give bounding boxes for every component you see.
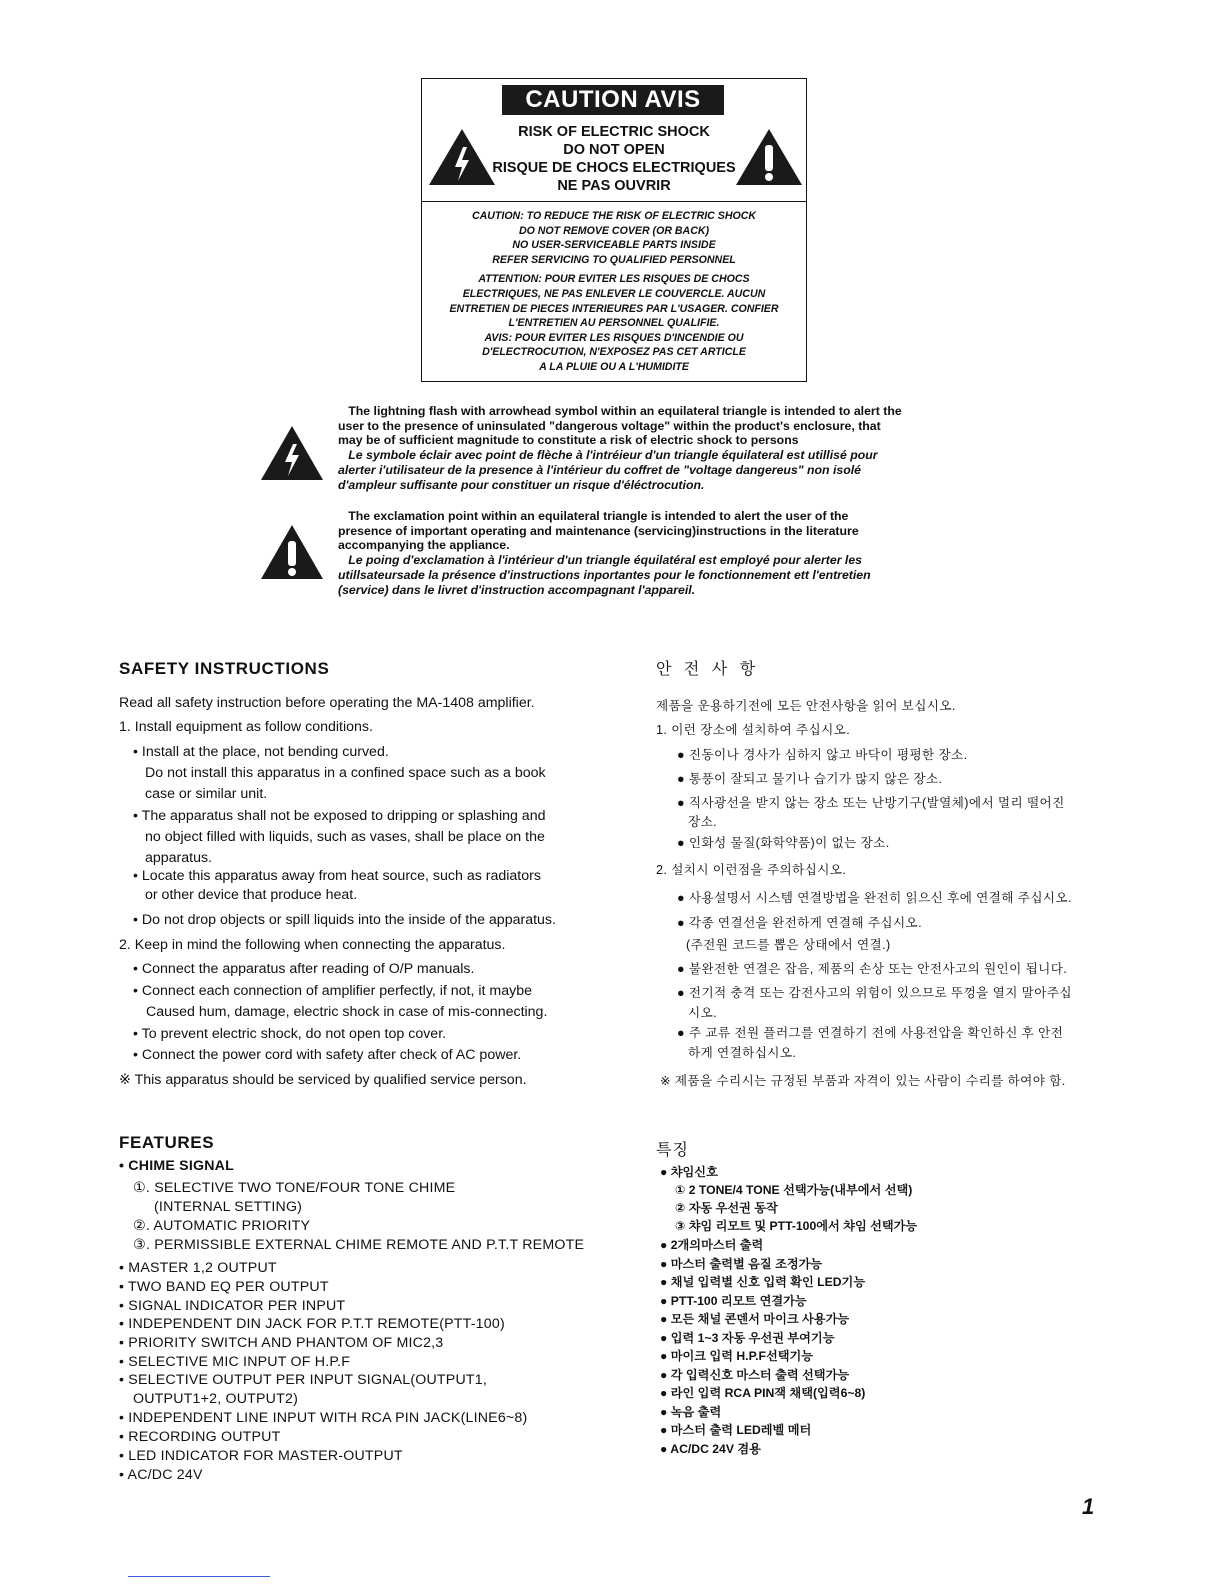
safety-line-ko: ● 진동이나 경사가 심하지 않고 바닥이 평평한 장소.	[677, 748, 968, 762]
warning-line: RISK OF ELECTRIC SHOCK	[518, 124, 710, 140]
safety-line-ko: ※ 제품을 수리시는 규정된 부품과 자격이 있는 사람이 수리를 하여야 함.	[660, 1074, 1066, 1088]
warning-line: NE PAS OUVRIR	[557, 178, 671, 194]
feature-line-ko: ① 2 TONE/4 TONE 선택가능(내부에서 선택)	[675, 1183, 913, 1197]
feature-line-ko: ● 2개의마스터 출력	[660, 1238, 764, 1252]
feature-line-ko: ● 챠임신호	[660, 1165, 718, 1179]
safety-line-ko: 하게 연결하십시오.	[688, 1046, 797, 1060]
feature-line: • SELECTIVE OUTPUT PER INPUT SIGNAL(OUTPUT1,	[119, 1372, 487, 1388]
safety-line: • Connect the apparatus after reading of O/P manuals.	[133, 961, 475, 977]
note-line: ELECTRIQUES, NE PAS ENLEVER LE COUVERCLE. AUCUN	[462, 287, 766, 300]
caution-banner: CAUTION AVIS	[502, 85, 724, 115]
safety-title-ko: 안 전 사 항	[656, 661, 760, 678]
safety-line: or other device that produce heat.	[145, 887, 358, 903]
exclamation-triangle-icon	[259, 523, 325, 581]
warning-line: DO NOT OPEN	[563, 142, 665, 158]
feature-line: • SELECTIVE MIC INPUT OF H.P.F	[119, 1354, 351, 1370]
feature-line-ko: ● 마스터 출력 LED레벨 메터	[660, 1423, 812, 1437]
exclamation-symbol-description	[338, 509, 978, 597]
feature-line-ko: ② 자동 우선권 동작	[675, 1201, 778, 1215]
safety-line-ko: ● 직사광선을 받지 않는 장소 또는 난방기구(발열체)에서 멀리 떨어진	[677, 796, 1065, 810]
feature-line-ko: ● 녹음 출력	[660, 1405, 722, 1419]
note-line: NO USER-SERVICEABLE PARTS INSIDE	[512, 239, 716, 252]
feature-line-ko: ● 라인 입력 RCA PIN잭 채택(입력6~8)	[660, 1386, 866, 1400]
paragraph-line: presence of important operating and maintenance (servicing)instructions in the literature	[338, 523, 859, 538]
page-number: 1	[1082, 1494, 1095, 1519]
safety-line: • Locate this apparatus away from heat source, such as radiators	[133, 868, 541, 884]
feature-line-ko: ● 채널 입력별 신호 입력 확인 LED기능	[660, 1275, 866, 1289]
paragraph-line: user to the presence of uninsulated "dangerous voltage" within the product's enclosure, that	[338, 418, 881, 433]
safety-line: • Connect each connection of amplifier perfectly, if not, it maybe	[133, 983, 533, 999]
caution-notes	[422, 209, 806, 375]
safety-line: Do not install this apparatus in a confined space such as a book	[145, 765, 546, 781]
safety-line-ko: 시오.	[688, 1006, 718, 1020]
safety-line: • The apparatus shall not be exposed to dripping or splashing and	[133, 808, 546, 824]
safety-title: SAFETY INSTRUCTIONS	[119, 659, 330, 678]
note-line: ATTENTION: POUR EVITER LES RISQUES DE CHOCS	[478, 273, 750, 286]
safety-line: • Connect the power cord with safety after check of AC power.	[133, 1047, 522, 1063]
features-chime-title: • CHIME SIGNAL	[119, 1158, 234, 1174]
paragraph-line: accompanying the appliance.	[338, 538, 510, 553]
paragraph-line: Le poing d'exclamation à l'intérieur d'un triangle équilatéral est employé pour alerter les	[338, 553, 863, 568]
feature-line: • PRIORITY SWITCH AND PHANTOM OF MIC2,3	[119, 1335, 444, 1351]
safety-line: 1. Install equipment as follow conditions.	[119, 719, 373, 735]
warning-line: RISQUE DE CHOCS ELECTRIQUES	[492, 160, 736, 176]
safety-line-ko: 장소.	[688, 815, 718, 829]
feature-line: OUTPUT1+2, OUTPUT2)	[133, 1391, 299, 1407]
feature-line-ko: ● 입력 1~3 자동 우선권 부여기능	[660, 1331, 835, 1345]
safety-line-ko: ● 통풍이 잘되고 물기나 습기가 많지 않은 장소.	[677, 772, 943, 786]
feature-line: ①. SELECTIVE TWO TONE/FOUR TONE CHIME	[133, 1180, 456, 1196]
feature-line: ②. AUTOMATIC PRIORITY	[133, 1218, 311, 1234]
feature-line: • AC/DC 24V	[119, 1467, 203, 1483]
feature-line: • RECORDING OUTPUT	[119, 1429, 281, 1445]
note-line: AVIS: POUR EVITER LES RISQUES D'INCENDIE OU	[484, 331, 744, 344]
note-line: DO NOT REMOVE COVER (OR BACK)	[518, 224, 710, 237]
safety-line-ko: 1. 이런 장소에 설치하여 주십시오.	[656, 723, 851, 737]
safety-line-ko: (주전원 코드를 뽑은 상태에서 연결.)	[686, 938, 891, 952]
lightning-symbol-description	[338, 404, 978, 492]
note-line: A LA PLUIE OU A L'HUMIDITE	[539, 360, 689, 373]
caution-box	[421, 78, 807, 382]
divider	[422, 201, 806, 202]
safety-line: Caused hum, damage, electric shock in case of mis-connecting.	[146, 1004, 548, 1020]
feature-line-ko: ● AC/DC 24V 겸용	[660, 1442, 761, 1456]
feature-line-ko: ● PTT-100 리모트 연결가능	[660, 1294, 807, 1308]
feature-line: ③. PERMISSIBLE EXTERNAL CHIME REMOTE AND P.T.T REMOTE	[133, 1237, 585, 1253]
paragraph-line: The exclamation point within an equilateral triangle is intended to alert the user of the	[338, 509, 849, 523]
safety-line-ko: ● 불완전한 연결은 잡음, 제품의 손상 또는 안전사고의 원인이 됩니다.	[677, 962, 1068, 976]
feature-line: • LED INDICATOR FOR MASTER-OUTPUT	[119, 1448, 403, 1464]
safety-line: • To prevent electric shock, do not open top cover.	[133, 1026, 447, 1042]
feature-line: • TWO BAND EQ PER OUTPUT	[119, 1279, 329, 1295]
safety-line-ko: ● 인화성 물질(화학약품)이 없는 장소.	[677, 836, 890, 850]
paragraph-line: may be of sufficient magnitude to constitute a risk of electric shock to persons	[338, 433, 799, 448]
feature-line: • SIGNAL INDICATOR PER INPUT	[119, 1298, 346, 1314]
paragraph-line: (service) dans le livret d'instruction accompagnant l'appareil.	[338, 582, 696, 597]
note-line: L'ENTRETIEN AU PERSONNEL QUALIFIE.	[508, 317, 720, 330]
safety-line: case or similar unit.	[145, 786, 268, 802]
safety-line: 2. Keep in mind the following when connecting the apparatus.	[119, 937, 506, 953]
safety-line: no object filled with liquids, such as vases, shall be place on the	[145, 829, 545, 845]
feature-line: • INDEPENDENT DIN JACK FOR P.T.T REMOTE(PTT-100)	[119, 1316, 505, 1332]
safety-line-ko: 제품을 운용하기전에 모든 안전사항을 읽어 보십시오.	[656, 699, 956, 713]
feature-line: • MASTER 1,2 OUTPUT	[119, 1260, 277, 1276]
safety-line-ko: ● 각종 연결선을 완전하게 연결해 주십시오.	[677, 916, 923, 930]
safety-line-ko: ● 주 교류 전원 플러그를 연결하기 전에 사용전압을 확인하신 후 안전	[677, 1026, 1064, 1040]
features-title-ko: 특징	[656, 1142, 689, 1159]
paragraph-line: utillsateursade la présence d'instructions inportantes pour le fonctionnement ett l'entretien	[338, 567, 871, 582]
safety-line: ※ This apparatus should be serviced by qualified service person.	[119, 1072, 527, 1088]
safety-line: apparatus.	[145, 850, 213, 866]
feature-line-ko: ● 마이크 입력 H.P.F선택기능	[660, 1349, 814, 1363]
safety-line-ko: ● 전기적 충격 또는 감전사고의 위험이 있으므로 뚜껑을 열지 말아주십	[677, 986, 1072, 1000]
paragraph-line: Le symbole éclair avec point de flèche à l'intréieur d'un triangle équilateral est utillisé pour	[338, 448, 878, 463]
note-line: ENTRETIEN DE PIECES INTERIEURES PAR L'USAGER. CONFIER	[449, 302, 779, 315]
note-line: REFER SERVICING TO QUALIFIED PERSONNEL	[492, 253, 736, 266]
feature-line-ko: ● 마스터 출력별 음질 조정가능	[660, 1257, 823, 1271]
lightning-triangle-icon	[259, 424, 325, 482]
safety-line: Read all safety instruction before operating the MA-1408 amplifier.	[119, 695, 535, 711]
note-line: CAUTION: TO REDUCE THE RISK OF ELECTRIC SHOCK	[471, 210, 757, 222]
feature-line-ko: ● 모든 채널 콘덴서 마이크 사용가능	[660, 1312, 850, 1326]
feature-line: (INTERNAL SETTING)	[154, 1199, 303, 1215]
paragraph-line: The lightning flash with arrowhead symbol within an equilateral triangle is intended to alert the	[338, 404, 902, 418]
note-line: D'ELECTROCUTION, N'EXPOSEZ PAS CET ARTICLE	[482, 346, 746, 359]
safety-line-ko: ● 사용설명서 시스템 연결방법을 완전히 읽으신 후에 연결해 주십시오.	[677, 891, 1072, 905]
feature-line: • INDEPENDENT LINE INPUT WITH RCA PIN JACK(LINE6~8)	[119, 1410, 528, 1426]
paragraph-line: alerter i'utilisateur de la presence à l'intérieur du coffret de "voltage dangereus" non isolé	[338, 462, 861, 477]
footer-link-line	[128, 1576, 270, 1577]
safety-line: • Do not drop objects or spill liquids into the inside of the apparatus.	[133, 912, 556, 928]
safety-line: • Install at the place, not bending curved.	[133, 744, 389, 760]
feature-line-ko: ③ 챠임 리모트 및 PTT-100에서 챠임 선택가능	[675, 1219, 918, 1233]
paragraph-line: d'ampleur suffisante pour constituer un risque d'éléctrocution.	[338, 477, 705, 492]
features-title: FEATURES	[119, 1133, 215, 1152]
safety-line-ko: 2. 설치시 이런점을 주의하십시오.	[656, 863, 847, 877]
feature-line-ko: ● 각 입력신호 마스터 출력 선택가능	[660, 1368, 850, 1382]
